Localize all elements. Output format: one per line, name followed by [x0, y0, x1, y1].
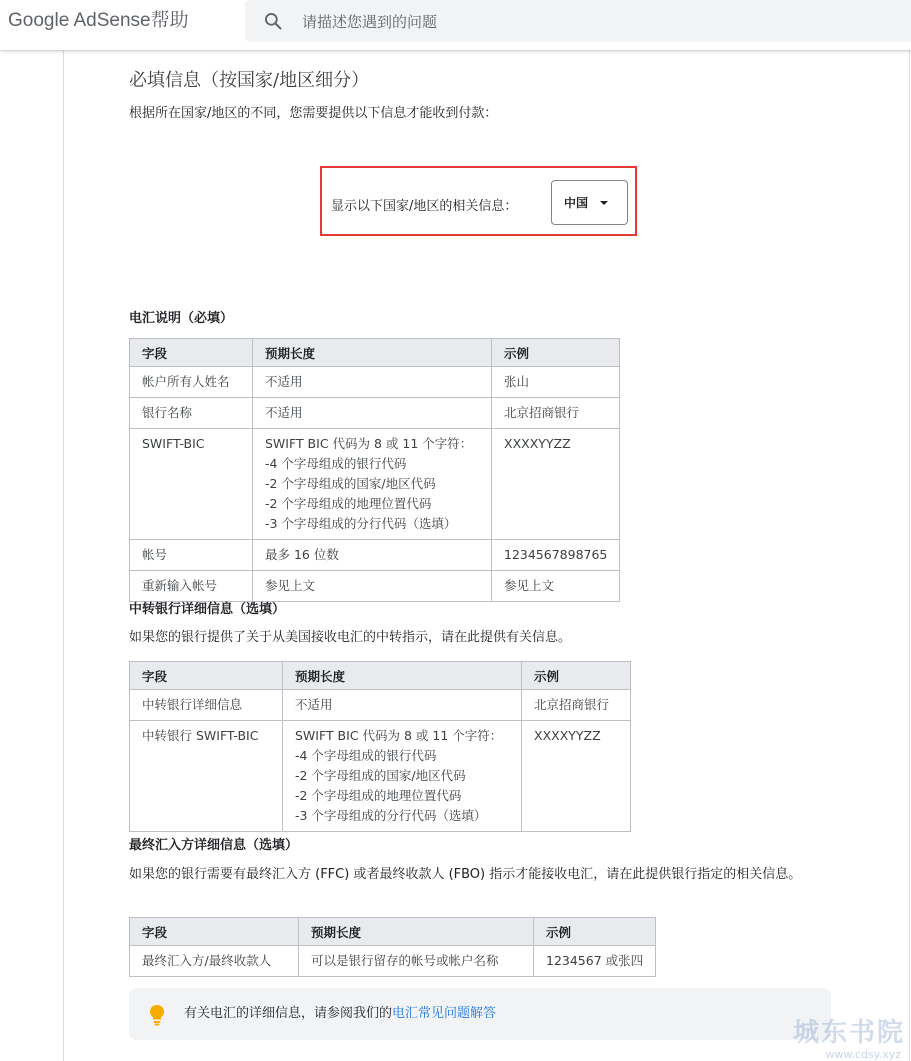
wire-instructions-table [129, 338, 620, 602]
table-header-cell: 预期长度 [253, 339, 492, 367]
notice-text [184, 1002, 496, 1021]
table-cell-length: 可以是银行留存的帐号或帐户名称 [299, 946, 534, 977]
adsense-help-logo[interactable]: Google AdSense帮助 [8, 10, 189, 31]
watermark-url: www.cdsy.xyz [825, 1048, 901, 1061]
table-header-cell: 示例 [492, 339, 620, 367]
table-row [130, 690, 631, 721]
country-dropdown[interactable] [551, 180, 628, 225]
table-header-cell: 示例 [534, 918, 656, 946]
table-cell-length: SWIFT BIC 代码为 8 或 11 个字符： -4 个字母组成的银行代码 -2 个字母组成的国家/地区代码 -2 个字母组成的地理位置代码 -3 个字母组成的分行代码（选填） [283, 721, 522, 832]
table-cell-length: 不适用 [283, 690, 522, 721]
country-selector-box [320, 166, 637, 236]
table-cell-example: XXXXYYZZ [492, 429, 620, 540]
table-header-row [130, 339, 620, 367]
final-beneficiary-table [129, 917, 656, 977]
intro-text: 根据所在国家/地区的不同，您需要提供以下信息才能收到付款： [129, 106, 498, 121]
wire-instructions-heading: 电汇说明（必填） [129, 311, 234, 326]
country-dropdown-value: 中国 [564, 196, 589, 210]
table-header-row [130, 662, 631, 690]
table-row [130, 721, 631, 832]
table-cell-length: 不适用 [253, 367, 492, 398]
final-beneficiary-heading: 最终汇入方详细信息（选填） [129, 838, 299, 853]
table-cell-field: 中转银行 SWIFT-BIC [130, 721, 283, 832]
table-row [130, 946, 656, 977]
table-cell-field: 重新输入帐号 [130, 571, 253, 602]
country-selector-label: 显示以下国家/地区的相关信息： [331, 199, 518, 214]
section-title: 必填信息（按国家/地区细分） [129, 70, 370, 91]
intermediary-description: 如果您的银行提供了关于从美国接收电汇的中转指示，请在此提供有关信息。 [129, 630, 572, 645]
table-header-cell: 字段 [130, 339, 253, 367]
wire-faq-notice [129, 988, 831, 1040]
table-cell-length: SWIFT BIC 代码为 8 或 11 个字符： -4 个字母组成的银行代码 -2 个字母组成的国家/地区代码 -2 个字母组成的地理位置代码 -3 个字母组成的分行代码（选填） [253, 429, 492, 540]
watermark-text: 城东书院 [792, 1018, 905, 1048]
table-cell-example: 张山 [492, 367, 620, 398]
table-cell-example: XXXXYYZZ [522, 721, 631, 832]
table-header-cell: 预期长度 [299, 918, 534, 946]
table-header-cell: 示例 [522, 662, 631, 690]
table-cell-example: 参见上文 [492, 571, 620, 602]
table-row [130, 367, 620, 398]
table-cell-length: 最多 16 位数 [253, 540, 492, 571]
top-header [0, 0, 911, 50]
wire-faq-link[interactable]: 电汇常见问题解答 [392, 1006, 497, 1021]
table-cell-example: 1234567898765 [492, 540, 620, 571]
dropdown-arrow-icon [600, 201, 608, 205]
table-header-cell: 字段 [130, 918, 299, 946]
search-bar[interactable] [245, 0, 911, 42]
table-cell-length: 参见上文 [253, 571, 492, 602]
table-row [130, 540, 620, 571]
notice-prefix: 有关电汇的详细信息，请参阅我们的 [184, 1006, 393, 1021]
table-row [130, 398, 620, 429]
search-icon[interactable] [263, 11, 283, 31]
search-input[interactable] [300, 8, 864, 36]
intermediary-table [129, 661, 631, 832]
lightbulb-icon [149, 1004, 165, 1026]
table-row [130, 571, 620, 602]
table-cell-field: 帐号 [130, 540, 253, 571]
table-cell-field: 最终汇入方/最终收款人 [130, 946, 299, 977]
table-cell-field: SWIFT-BIC [130, 429, 253, 540]
table-cell-example: 北京招商银行 [522, 690, 631, 721]
table-header-cell: 预期长度 [283, 662, 522, 690]
final-beneficiary-description: 如果您的银行需要有最终汇入方 (FFC) 或者最终收款人 (FBO) 指示才能接收电汇，请在此提供银行指定的相关信息。 [129, 867, 802, 882]
table-row [130, 429, 620, 540]
intermediary-heading: 中转银行详细信息（选填） [129, 602, 286, 617]
table-cell-field: 中转银行详细信息 [130, 690, 283, 721]
table-cell-example: 1234567 或张四 [534, 946, 656, 977]
article-content [63, 50, 910, 1061]
table-cell-length: 不适用 [253, 398, 492, 429]
table-cell-field: 帐户所有人姓名 [130, 367, 253, 398]
table-cell-example: 北京招商银行 [492, 398, 620, 429]
table-cell-field: 银行名称 [130, 398, 253, 429]
table-header-row [130, 918, 656, 946]
table-header-cell: 字段 [130, 662, 283, 690]
